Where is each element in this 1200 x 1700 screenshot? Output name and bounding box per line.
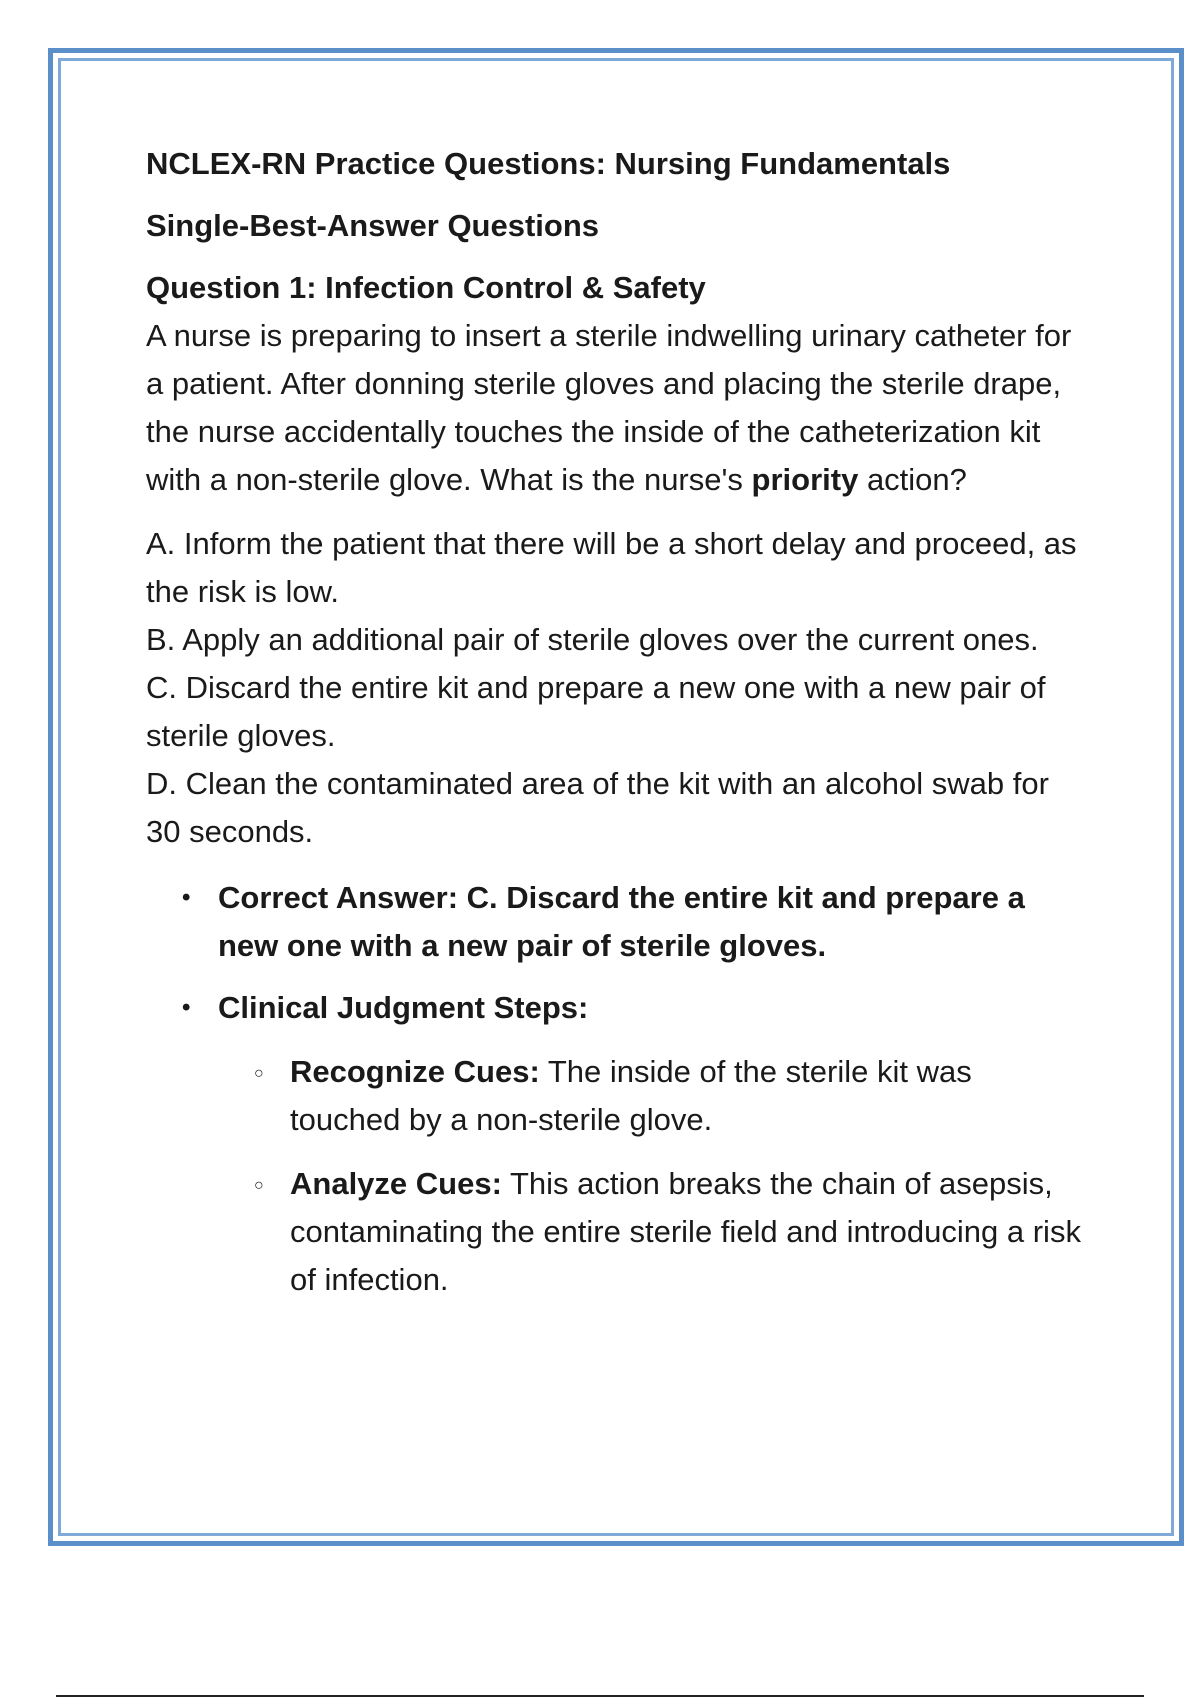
- answer-rationale-list: [146, 874, 1086, 1304]
- stem-emphasis: priority: [751, 462, 859, 497]
- document-content: [146, 140, 1086, 1320]
- option-d: D. Clean the contaminated area of the kit with an alcohol swab for 30 seconds.: [146, 766, 1049, 849]
- option-a: A. Inform the patient that there will be a short delay and proceed, as the risk is low.: [146, 526, 1077, 609]
- correct-answer-text: Correct Answer: C. Discard the entire kit and prepare a new one with a new pair of sterile gloves.: [218, 880, 1025, 963]
- circle-bullet-icon: ○: [254, 1065, 264, 1082]
- answer-options: [146, 520, 1086, 856]
- option-c: C. Discard the entire kit and prepare a new one with a new pair of sterile gloves.: [146, 670, 1046, 753]
- clinical-judgment-label: Clinical Judgment Steps:: [218, 990, 589, 1025]
- stem-text-after: action?: [858, 462, 967, 497]
- footer-rule: [56, 1695, 1144, 1697]
- bullet-icon: •: [182, 994, 191, 1021]
- question-heading: Question 1: Infection Control & Safety: [146, 270, 706, 305]
- step-text: This action breaks the chain of asepsis, contaminating the entire sterile field and introducing a risk of infection.: [290, 1166, 1081, 1297]
- stem-text-before: A nurse is preparing to insert a sterile indwelling urinary catheter for a patient. After donning sterile gloves and placing the sterile drape, the nurse accidentally touches the inside of the catheterization kit with a non-sterile glove. What is the nurse's: [146, 318, 1072, 497]
- step-label: Recognize Cues:: [290, 1054, 540, 1089]
- correct-answer-item: [146, 874, 1086, 970]
- clinical-judgment-item: [146, 984, 1086, 1304]
- option-b: B. Apply an additional pair of sterile gloves over the current ones.: [146, 622, 1039, 657]
- step-recognize-cues: [218, 1048, 1086, 1144]
- step-text: The inside of the sterile kit was touched by a non-sterile glove.: [290, 1054, 972, 1137]
- question-stem: [146, 312, 1086, 504]
- circle-bullet-icon: ○: [254, 1177, 264, 1194]
- step-analyze-cues: [218, 1160, 1086, 1304]
- bullet-icon: •: [182, 884, 191, 911]
- clinical-judgment-steps: [218, 1048, 1086, 1304]
- document-title: NCLEX-RN Practice Questions: Nursing Fundamentals: [146, 146, 951, 181]
- section-subtitle: Single-Best-Answer Questions: [146, 208, 600, 243]
- step-label: Analyze Cues:: [290, 1166, 502, 1201]
